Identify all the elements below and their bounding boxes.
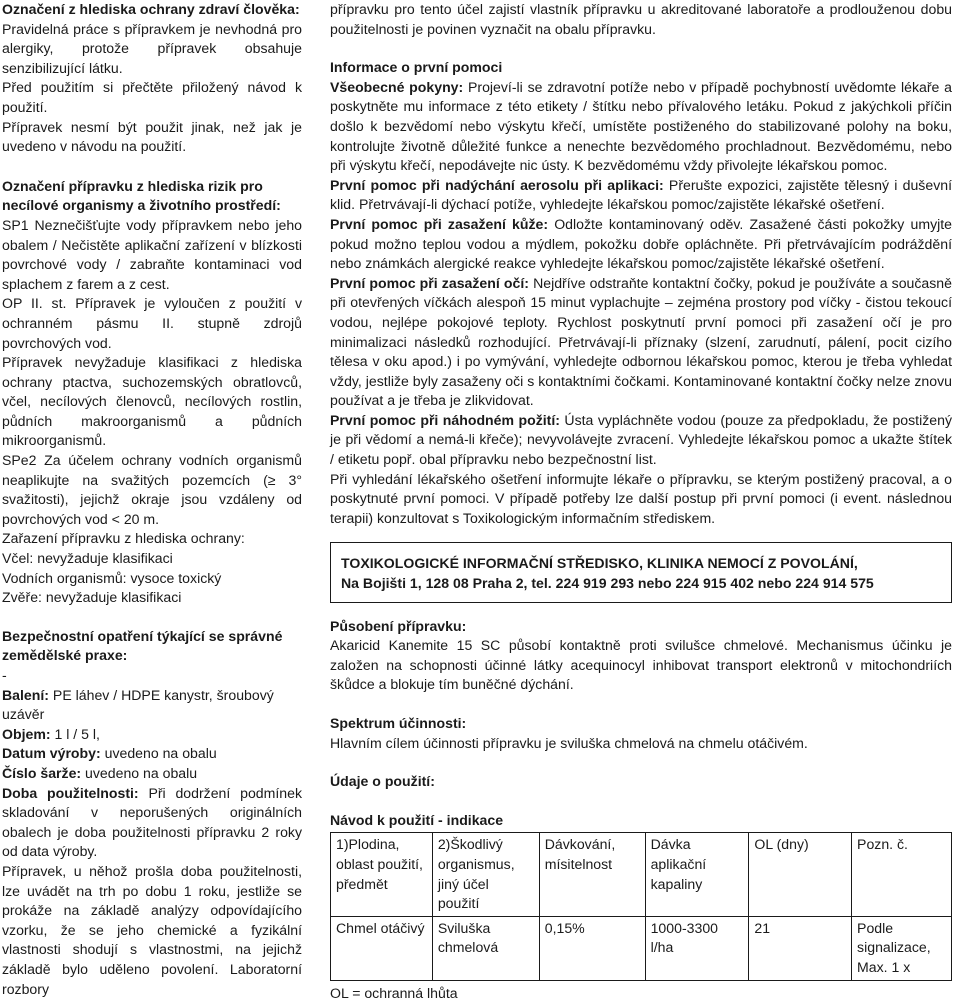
first-aid-inhalation bbox=[330, 176, 952, 215]
game-classification: Zvěře: nevyžaduje klasifikaci bbox=[2, 589, 182, 606]
shelf-life-label: Doba použitelnosti: bbox=[2, 784, 139, 801]
shelf-life-line bbox=[2, 784, 302, 862]
sp1-phrase: SP1 Neznečišťujte vody přípravkem nebo jeho obalem / Nečistěte aplikační zařízení v blízkosti povrchové vody / zabraňte kontaminaci vod splachem z farem a z cest. bbox=[2, 216, 302, 292]
batch-label: Číslo šarže: bbox=[2, 764, 82, 781]
mode-of-action-heading: Působení přípravku: bbox=[330, 617, 467, 634]
use-restriction: Přípravek nesmí být použit jinak, než jak je uvedeno v návodu na použití. bbox=[2, 118, 302, 155]
op-phrase: OP II. st. Přípravek je vyloučen z použití v ochranném pásmu II. stupně zdrojů povrchových vod. bbox=[2, 295, 302, 351]
first-aid-eyes bbox=[330, 274, 952, 411]
withdrawal-period-note: OL = ochranná lhůta bbox=[330, 984, 458, 1001]
aquatic-classification: Vodních organismů: vysoce toxický bbox=[2, 569, 222, 586]
volume-label: Objem: bbox=[2, 725, 51, 742]
cell-note: Podle signalizace, Max. 1 x bbox=[852, 916, 952, 980]
first-aid-inhalation-label: První pomoc při nadýchání aerosolu při aplikaci: bbox=[330, 176, 664, 193]
first-aid-general bbox=[330, 78, 952, 176]
expired-product-note: Přípravek, u něhož prošla doba použitelnosti, lze uvádět na trh po dobu 1 roku, jestliže se prokáže na základě analýzy odpovídajícího vzorku, že se jeho chemické a fyzikální vlastnosti shodují s vlastnostmi, na jejichž základě bylo uděleno povolení. Laboratorní rozbory bbox=[2, 862, 302, 997]
indication-table bbox=[330, 832, 952, 980]
cell-crop: Chmel otáčivý bbox=[331, 916, 433, 980]
usage-data-heading: Údaje o použití: bbox=[330, 773, 435, 790]
first-aid-eyes-text: Nejdříve odstraňte kontaktní čočky, pokud je používáte a současně při otevřených víčkách alespoň 15 minut vyplachujte – zejména prostory pod víčky - čistou tekoucí vodou, nejlépe pokojové teploty. Rychlost poskytnutí první pomoci při zasažení očí je pro minimalizaci následků rozhodující. Přetrvávají-li příznaky (slzení, zarudnutí, pálení, pocit cizího tělesa v oku apod.) i po vymývání, vyhledejte odbornou lékařskou pomoc, kterou je třeba vyhledat vždy, jestliže byly zasaženy oči s kontaktními čočkami. Kontaminované kontaktní čočky nelze znovu používat a je třeba je zlikvidovat. bbox=[330, 274, 952, 409]
environment-risk-heading: Označení přípravku z hlediska rizik pro necílové organismy a životního prostředí: bbox=[2, 177, 281, 214]
batch-value: uvedeno na obalu bbox=[81, 764, 198, 781]
first-aid-general-text: Projeví-li se zdravotní potíže nebo v případě pochybností uvědomte lékaře a poskytněte mu informace z této etikety / štítku nebo přívalového letáku. Pokud z jakýchkoli příčin došlo k bezvědomí nebo výskytu křečí, umístěte postiženého do stabilizované polohy na boku, kontrolujte životně důležité funkce a nenechte bezvědomého prochladnout. Bezvědomému, nebo při výskytu křečí, nepodávejte nic ústy. K bezvědomému vždy přivolejte lékařskou pomoc. bbox=[330, 78, 952, 174]
spectrum-text: Hlavním cílem účinnosti přípravku je sviluška chmelová na chmelu otáčivém. bbox=[330, 734, 808, 751]
cell-pest: Sviluška chmelová bbox=[432, 916, 539, 980]
first-aid-eyes-label: První pomoc při zasažení očí: bbox=[330, 274, 529, 291]
volume-value: 1 l / 5 l, bbox=[50, 725, 100, 742]
header-pest: 2)Škodlivý organismus, jiný účel použití bbox=[432, 833, 539, 916]
cell-dosage: 0,15% bbox=[539, 916, 645, 980]
production-date-line bbox=[2, 744, 302, 764]
first-aid-ingestion-label: První pomoc při náhodném požití: bbox=[330, 411, 560, 428]
agri-practice-dash: - bbox=[2, 667, 7, 683]
read-instructions: Před použitím si přečtěte přiložený návod k použití. bbox=[2, 79, 302, 115]
packaging-label: Balení: bbox=[2, 686, 49, 703]
packaging-value: PE láhev / HDPE kanystr, šroubový uzávěr bbox=[2, 686, 274, 723]
lab-analysis-continuation: přípravku pro tento účel zajistí vlastník přípravku u akreditované laboratoře a prodlouženou dobu použitelnosti je povinen vyznačit na obalu přípravku. bbox=[330, 1, 952, 37]
left-column bbox=[2, 0, 302, 999]
health-protection-heading: Označení z hlediska ochrany zdraví člověka: bbox=[2, 1, 300, 17]
first-aid-skin-text: Odložte kontaminovaný oděv. Zasažené části pokožky umyjte pokud možno teplou vodou a mýdlem, pokožku dobře opláchněte. Při přetrvávajícím podráždění nebo známkách alergické reakce vyhledejte lékařskou pomoc/zajistěte lékařské ošetření. bbox=[330, 215, 952, 272]
classification-note: Přípravek nevyžaduje klasifikaci z hlediska ochrany ptactva, suchozemských obratlovců, včel, necílových členovců, necílových rostlin, půdních makroorganismů a půdních mikroorganismů. bbox=[2, 354, 302, 449]
first-aid-skin bbox=[330, 215, 952, 274]
bees-classification: Včel: nevyžaduje klasifikaci bbox=[2, 550, 173, 567]
toxicology-center-address: Na Bojišti 1, 128 08 Praha 2, tel. 224 919 293 nebo 224 915 402 nebo 224 914 575 bbox=[341, 575, 874, 592]
packaging-line bbox=[2, 686, 302, 725]
first-aid-general-label: Všeobecné pokyny: bbox=[330, 78, 464, 95]
volume-line bbox=[2, 725, 302, 745]
production-date-label: Datum výroby: bbox=[2, 745, 101, 762]
header-crop: 1)Plodina, oblast použití, předmět bbox=[331, 833, 433, 916]
spe2-phrase: SPe2 Za účelem ochrany vodních organismů neaplikujte na svažitých pozemcích (≥ 3° svažitosti), jejichž okraje jsou vzdáleny od povrchových vod < 20 m. bbox=[2, 452, 302, 527]
first-aid-doctor-info: Při vyhledání lékařského ošetření informujte lékaře o přípravku, se kterým postižený pracoval, a o poskytnuté první pomoci. V případě potřeby lze další postup při první pomoci (i event. následnou terapii) konzultovat s Toxikologickým informačním střediskem. bbox=[330, 470, 952, 526]
toxicology-center-box bbox=[330, 542, 952, 602]
usage-instructions-heading: Návod k použití - indikace bbox=[330, 811, 504, 828]
toxicology-center-name: TOXIKOLOGICKÉ INFORMAČNÍ STŘEDISKO, KLINIKA NEMOCÍ Z POVOLÁNÍ, bbox=[341, 555, 858, 572]
allergy-warning: Pravidelná práce s přípravkem je nevhodná pro alergiky, protože přípravek obsahuje senzibilizující látku. bbox=[2, 20, 302, 76]
first-aid-inhalation-text: Přerušte expozici, zajistěte tělesný i duševní klid. Přetrvávají-li dýchací potíže, vyhledejte lékařskou pomoc/zajistěte lékařské ošetření. bbox=[330, 176, 952, 213]
shelf-life-value: Při dodržení podmínek skladování v neporušených originálních obalech je doba použitelnosti přípravku 2 roky od data výroby. bbox=[2, 784, 303, 860]
right-column bbox=[330, 0, 952, 1003]
production-date-value: uvedeno na obalu bbox=[100, 745, 217, 762]
header-withdrawal: OL (dny) bbox=[749, 833, 852, 916]
mode-of-action-text: Akaricid Kanemite 15 SC působí kontaktně proti svilušce chmelové. Mechanismus účinku je založen na schopnosti účinné látky acequinocyl inhibovat transport elektronů v mitochondriích škůdce a blokuje tím buněčné dýchání. bbox=[330, 637, 952, 693]
agri-practice-heading: Bezpečnostní opatření týkající se správné zemědělské praxe: bbox=[2, 627, 283, 664]
first-aid-heading: Informace o první pomoci bbox=[330, 59, 503, 76]
first-aid-skin-label: První pomoc při zasažení kůže: bbox=[330, 215, 549, 232]
table-header-row bbox=[331, 833, 952, 916]
spectrum-heading: Spektrum účinnosti: bbox=[330, 715, 467, 731]
first-aid-ingestion bbox=[330, 411, 952, 470]
header-liquid-dose: Dávka aplikační kapaliny bbox=[645, 833, 749, 916]
cell-withdrawal: 21 bbox=[749, 916, 852, 980]
table-row bbox=[331, 916, 952, 980]
header-dosage: Dávkování, mísitelnost bbox=[539, 833, 645, 916]
cell-liquid-dose: 1000-3300 l/ha bbox=[645, 916, 749, 980]
protection-classification-heading: Zařazení přípravku z hlediska ochrany: bbox=[2, 530, 245, 547]
batch-line bbox=[2, 764, 302, 784]
first-aid-ingestion-text: Ústa vypláchněte vodou (pouze za předpokladu, že postižený je při vědomí a nemá-li křeče); nevyvolávejte zvracení. Vyhledejte lékařskou pomoc a ukažte štítek / etiketu popř. obal přípravku nebo bezpečnostní list. bbox=[330, 411, 952, 468]
header-note: Pozn. č. bbox=[852, 833, 952, 916]
